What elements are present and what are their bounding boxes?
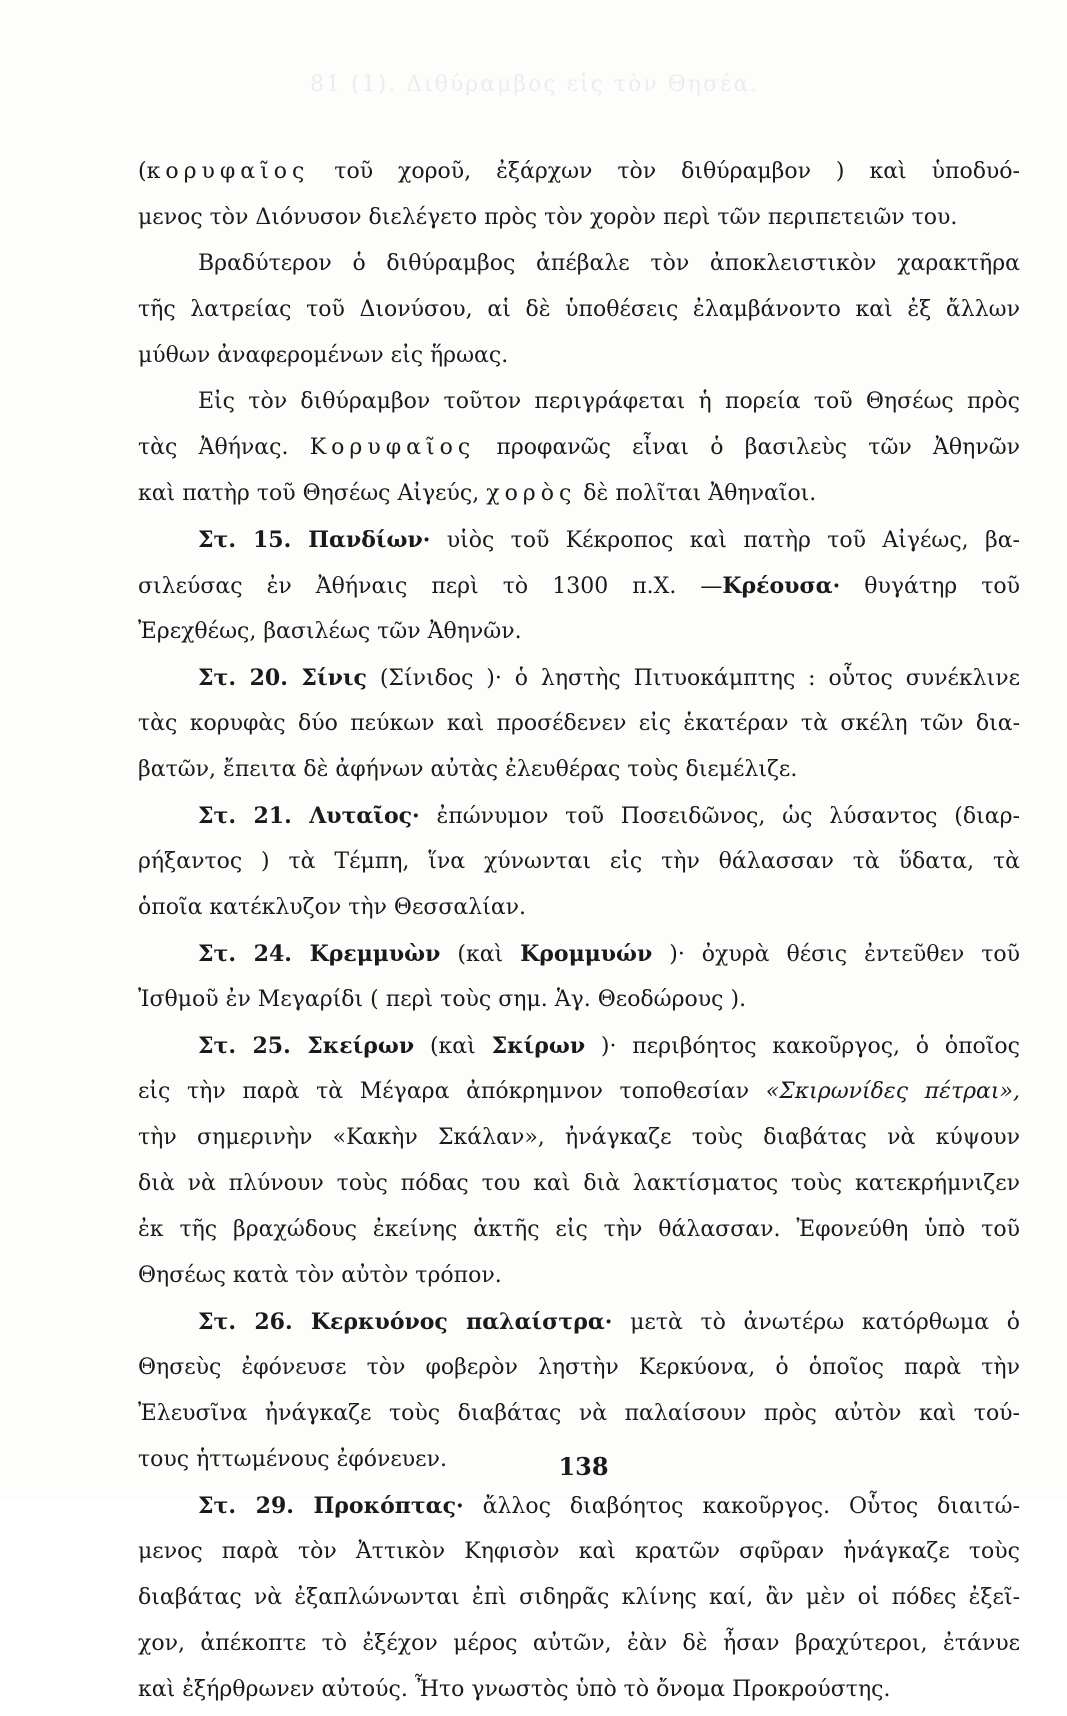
page-number: 138 (558, 1452, 609, 1481)
text-line (138, 1256, 1020, 1302)
text-line (138, 888, 1020, 934)
line-text: Θησεὺς ἐφόνευσε τὸν φοβερὸν ληστὴν Κερκύονα, ὁ ὁποῖος παρὰ τὴν (138, 1355, 1020, 1380)
line-text: τὰς Ἀθήνας. (138, 435, 310, 460)
line-text: μενος τὸν Διόνυσον διελέγετο πρὸς τὸν χορὸν περὶ τῶν περιπετειῶν του. (138, 205, 958, 230)
line-text: (Σίνιδος )· ὁ ληστὴς Πιτυοκάμπτης : οὗτος συνέκλινε (366, 666, 1020, 691)
text-line (138, 382, 1020, 428)
bleed-through-header: 81 (1). Διθύραμβος εἰς τὸν Θησέα. (310, 72, 760, 97)
text-line (138, 1532, 1020, 1578)
spaced-term: κορυφαῖος (146, 159, 310, 184)
line-text: βατῶν, ἔπειτα δὲ ἀφήνων αὐτὰς ἐλευθέρας τοὺς διεμέλιζε. (138, 757, 798, 782)
line-text: χον, ἀπέκοπτε τὸ ἐξέχον μέρος αὐτῶν, ἐὰν δὲ ἦσαν βραχύτεροι, ἐτάνυε (138, 1631, 1020, 1656)
line-text: (καὶ (414, 1034, 492, 1059)
bold-term: Κρομμυών (520, 941, 653, 967)
line-text: τὰς κορυφὰς δύο πεύκων καὶ προσέδενεν εἰς ἑκατέραν τὰ σκέλη τῶν δια- (138, 711, 1020, 736)
text-line (138, 658, 1020, 704)
line-text: υἱὸς τοῦ Κέκροπος καὶ πατὴρ τοῦ Αἰγέως, βα- (430, 528, 1020, 553)
text-line (138, 1164, 1020, 1210)
text-line (138, 1578, 1020, 1624)
text-line (138, 796, 1020, 842)
text-line (138, 1348, 1020, 1394)
line-text: Ἰσθμοῦ ἐν Μεγαρίδι ( περὶ τοὺς σημ. Ἁγ. Θεοδώρους ). (138, 987, 747, 1012)
line-text: μετὰ τὸ ἀνωτέρω κατόρθωμα ὁ (612, 1310, 1020, 1335)
text-line (138, 1118, 1020, 1164)
text-line (138, 566, 1020, 612)
line-text: Ἐρεχθέως, βασιλέως τῶν Ἀθηνῶν. (138, 619, 522, 644)
italic-phrase: «Σκιρωνίδες πέτραι», (765, 1079, 1020, 1104)
bold-term: Κρέουσα· (722, 573, 841, 599)
commentary-text (138, 152, 1020, 1716)
text-line (138, 336, 1020, 382)
text-line (138, 1026, 1020, 1072)
line-text: μύθων ἀναφερομένων εἰς ἥρωας. (138, 343, 509, 368)
text-line (138, 244, 1020, 290)
spaced-term: Κορυφαῖος (309, 435, 476, 460)
line-text: ἄλλος διαβόητος κακοῦργος. Οὗτος διαιτώ- (463, 1494, 1021, 1519)
line-text: δὲ πολῖται Ἀθηναῖοι. (576, 481, 817, 506)
spaced-term: χορὸς (486, 481, 577, 506)
line-text: τοῦ χοροῦ, ἐξάρχων τὸν διθύραμβον ) καὶ ὑποδυό- (309, 159, 1020, 184)
line-text: Εἰς τὸν διθύραμβον τοῦτον περιγράφεται ἡ πορεία τοῦ Θησέως πρὸς (198, 389, 1020, 414)
text-line (138, 1072, 1020, 1118)
bold-term: Στ. 29. Προκόπτας· (198, 1493, 464, 1519)
line-text: τῆς λατρείας τοῦ Διονύσου, αἱ δὲ ὑποθέσεις ἐλαμβάνοντο καὶ ἐξ ἄλλων (138, 297, 1020, 322)
line-text: καὶ ἐξήρθρωνεν αὐτούς. Ἦτο γνωστὸς ὑπὸ τὸ ὄνομα Προκρούστης. (138, 1677, 891, 1702)
text-line (138, 842, 1020, 888)
line-text: σιλεύσας ἐν Ἀθήναις περὶ τὸ 1300 π.Χ. — (138, 574, 723, 599)
text-line (138, 1486, 1020, 1532)
text-line (138, 612, 1020, 658)
line-text: καὶ πατὴρ τοῦ Θησέως Αἰγεύς, (138, 481, 487, 506)
bold-term: Στ. 25. Σκείρων (198, 1033, 415, 1059)
text-line (138, 1624, 1020, 1670)
text-line (138, 704, 1020, 750)
line-text: Βραδύτερον ὁ διθύραμβος ἀπέβαλε τὸν ἀποκλειστικὸν χαρακτῆρα (198, 251, 1020, 276)
bold-term: Στ. 20. Σίνις (198, 665, 367, 691)
bold-term: Στ. 15. Πανδίων· (198, 527, 431, 553)
line-text: )· περιβόητος κακοῦργος, ὁ ὁποῖος (585, 1034, 1020, 1059)
line-text: διαβάτας νὰ ἐξαπλώνωνται ἐπὶ σιδηρᾶς κλίνης καί, ἂν μὲν οἱ πόδες ἐξεῖ- (138, 1585, 1020, 1610)
bold-term: Στ. 21. Λυταῖος· (198, 803, 420, 829)
line-text: Θησέως κατὰ τὸν αὐτὸν τρόπον. (138, 1263, 502, 1288)
text-line (138, 980, 1020, 1026)
text-line (138, 198, 1020, 244)
text-line (138, 750, 1020, 796)
text-line (138, 1210, 1020, 1256)
text-line (138, 474, 1020, 520)
text-line (138, 152, 1020, 198)
text-line (138, 520, 1020, 566)
bold-term: Στ. 26. Κερκυόνος παλαίστρα· (198, 1309, 613, 1335)
line-text: (καὶ (440, 942, 521, 967)
line-text: ( (138, 159, 147, 184)
line-text: εἰς τὴν παρὰ τὰ Μέγαρα ἀπόκρημνον τοποθεσίαν (138, 1079, 766, 1104)
line-text: προφανῶς εἶναι ὁ βασιλεὺς τῶν Ἀθηνῶν (475, 435, 1021, 460)
line-text: ἐκ τῆς βραχώδους ἐκείνης ἀκτῆς εἰς τὴν θάλασσαν. Ἐφονεύθη ὑπὸ τοῦ (138, 1217, 1020, 1242)
line-text: τὴν σημερινὴν «Κακὴν Σκάλαν», ἠνάγκαζε τοὺς διαβάτας νὰ κύψουν (138, 1125, 1020, 1150)
bold-term: Σκίρων (491, 1033, 586, 1059)
line-text: τους ἡττωμένους ἐφόνευεν. (138, 1447, 447, 1472)
line-text: διὰ νὰ πλύνουν τοὺς πόδας του καὶ διὰ λακτίσματος τοὺς κατεκρήμνιζεν (138, 1171, 1020, 1196)
text-line (138, 428, 1020, 474)
line-text: Ἐλευσῖνα ἠνάγκαζε τοὺς διαβάτας νὰ παλαίσουν πρὸς αὐτὸν καὶ τού- (138, 1401, 1020, 1426)
line-text: )· ὀχυρὰ θέσις ἐντεῦθεν τοῦ (652, 942, 1020, 967)
line-text: μενος παρὰ τὸν Ἀττικὸν Κηφισὸν καὶ κρατῶν σφῦραν ἠνάγκαζε τοὺς (138, 1539, 1020, 1564)
text-line (138, 934, 1020, 980)
line-text: ρήξαντος ) τὰ Τέμπη, ἵνα χύνωνται εἰς τὴν θάλασσαν τὰ ὕδατα, τὰ (138, 849, 1020, 874)
line-text: ὁποῖα κατέκλυζον τὴν Θεσσαλίαν. (138, 895, 527, 920)
text-line (138, 290, 1020, 336)
text-line (138, 1394, 1020, 1440)
bold-term: Στ. 24. Κρεμμυὼν (198, 941, 441, 967)
line-text: θυγάτηρ τοῦ (840, 574, 1021, 599)
line-text: ἐπώνυμον τοῦ Ποσειδῶνος, ὡς λύσαντος (διαρ- (419, 804, 1020, 829)
text-line (138, 1670, 1020, 1716)
text-line (138, 1302, 1020, 1348)
